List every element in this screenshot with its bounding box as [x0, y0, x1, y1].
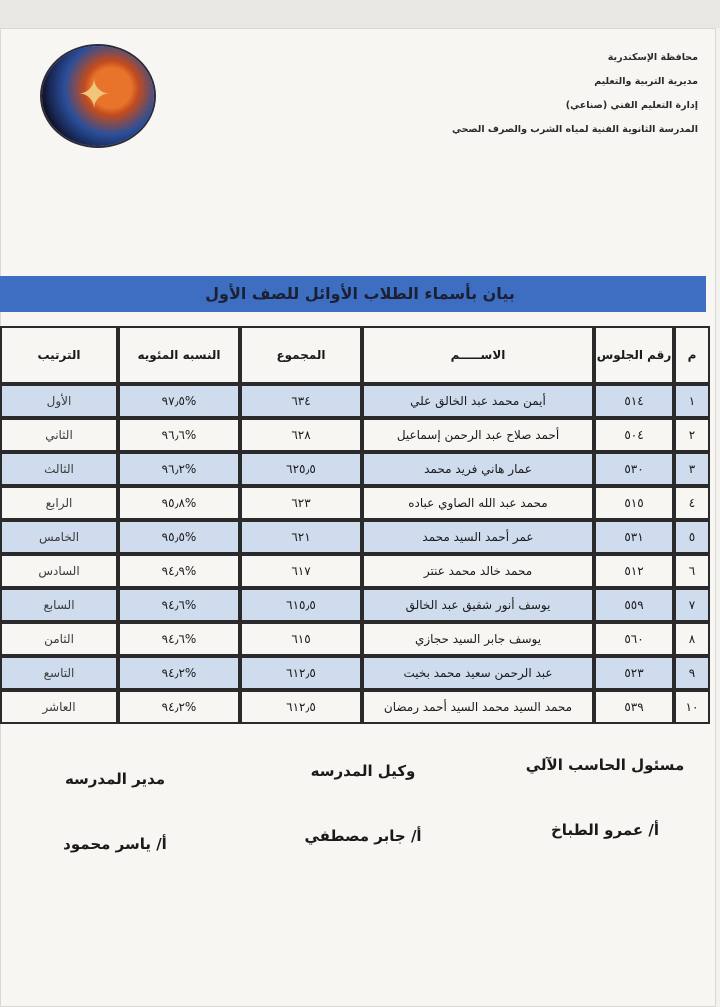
row-percent: %٩٤٫٦ — [118, 622, 240, 656]
title-banner — [0, 276, 706, 312]
row-rank: الخامس — [0, 520, 118, 554]
row-percent: %٩٤٫٢ — [118, 690, 240, 724]
row-rank: الثالث — [0, 452, 118, 486]
row-total: ٦٣٤ — [240, 384, 362, 418]
row-percent: %٩٤٫٩ — [118, 554, 240, 588]
table-row — [0, 486, 710, 520]
row-total: ٦١٥٫٥ — [240, 588, 362, 622]
header-line-school: المدرسة الثانوية الفنية لمياه الشرب والصرف الصحي — [451, 124, 698, 135]
row-seat-number: ٥٠٤ — [594, 418, 674, 452]
row-rank: الأول — [0, 384, 118, 418]
row-seat-number: ٥٢٣ — [594, 656, 674, 690]
row-seat-number: ٥١٤ — [594, 384, 674, 418]
header-line-directorate: مديرية التربية والتعليم — [594, 76, 698, 87]
row-index: ١ — [674, 384, 710, 418]
table-row — [0, 656, 710, 690]
row-percent: %٩٤٫٦ — [118, 588, 240, 622]
row-student-name: محمد عبد الله الصاوي عباده — [362, 486, 594, 520]
signature-computer-officer — [510, 750, 700, 850]
row-total: ٦١٥ — [240, 622, 362, 656]
signature-title: وكيل المدرسه — [310, 762, 416, 780]
row-rank: السادس — [0, 554, 118, 588]
row-student-name: محمد خالد محمد عنتر — [362, 554, 594, 588]
school-logo — [42, 46, 154, 146]
logo-emblem-icon: ✦ — [77, 72, 111, 118]
col-header-seat: رقم الجلوس — [594, 326, 674, 384]
row-student-name: يوسف جابر السيد حجازي — [362, 622, 594, 656]
row-student-name: أيمن محمد عبد الخالق علي — [362, 384, 594, 418]
header-line-administration: إدارة التعليم الفني (صناعي) — [565, 100, 698, 111]
row-percent: %٩٥٫٨ — [118, 486, 240, 520]
header-block — [338, 46, 698, 142]
document-title: بيان بأسماء الطلاب الأوائل للصف الأول — [205, 284, 515, 303]
signature-block — [0, 740, 720, 860]
row-rank: التاسع — [0, 656, 118, 690]
row-rank: الرابع — [0, 486, 118, 520]
row-index: ٨ — [674, 622, 710, 656]
row-seat-number: ٥٣١ — [594, 520, 674, 554]
row-index: ٤ — [674, 486, 710, 520]
row-rank: السابع — [0, 588, 118, 622]
row-seat-number: ٥٥٩ — [594, 588, 674, 622]
top-band — [0, 0, 720, 28]
row-seat-number: ٥٣٠ — [594, 452, 674, 486]
row-total: ٦٢٨ — [240, 418, 362, 452]
row-index: ٧ — [674, 588, 710, 622]
row-index: ١٠ — [674, 690, 710, 724]
table-row — [0, 520, 710, 554]
row-student-name: محمد السيد محمد السيد أحمد رمضان — [362, 690, 594, 724]
row-seat-number: ٥٣٩ — [594, 690, 674, 724]
row-percent: %٩٤٫٢ — [118, 656, 240, 690]
row-percent: %٩٦٫٢ — [118, 452, 240, 486]
row-total: ٦٢٣ — [240, 486, 362, 520]
row-rank: العاشر — [0, 690, 118, 724]
header-line-governorate: محافظة الإسكندرية — [607, 52, 698, 63]
col-header-name: الاســـــم — [362, 326, 594, 384]
row-total: ٦١٢٫٥ — [240, 690, 362, 724]
row-total: ٦١٢٫٥ — [240, 656, 362, 690]
table-row — [0, 452, 710, 486]
row-index: ٥ — [674, 520, 710, 554]
row-student-name: أحمد صلاح عبد الرحمن إسماعيل — [362, 418, 594, 452]
table-row — [0, 690, 710, 724]
signature-title: مسئول الحاسب الآلي — [525, 756, 685, 774]
row-seat-number: ٥١٢ — [594, 554, 674, 588]
row-student-name: يوسف أنور شفيق عبد الخالق — [362, 588, 594, 622]
table-row — [0, 622, 710, 656]
table-row — [0, 554, 710, 588]
col-header-rank: الترتيب — [0, 326, 118, 384]
row-seat-number: ٥١٥ — [594, 486, 674, 520]
col-header-percent: النسبه المئويه — [118, 326, 240, 384]
signature-title: مدير المدرسه — [64, 770, 166, 788]
row-rank: الثاني — [0, 418, 118, 452]
table-row — [0, 384, 710, 418]
signature-deputy-principal — [268, 756, 458, 856]
table-row — [0, 418, 710, 452]
row-percent: %٩٦٫٦ — [118, 418, 240, 452]
col-header-total: المجموع — [240, 326, 362, 384]
table-row — [0, 588, 710, 622]
signature-name: أ/ عمرو الطباخ — [551, 821, 659, 839]
row-student-name: عمر أحمد السيد محمد — [362, 520, 594, 554]
row-total: ٦٢٥٫٥ — [240, 452, 362, 486]
signature-name: أ/ ياسر محمود — [63, 835, 167, 853]
row-seat-number: ٥٦٠ — [594, 622, 674, 656]
row-student-name: عمار هاني فريد محمد — [362, 452, 594, 486]
row-percent: %٩٥٫٥ — [118, 520, 240, 554]
row-index: ٦ — [674, 554, 710, 588]
row-student-name: عبد الرحمن سعيد محمد بخيت — [362, 656, 594, 690]
row-rank: الثامن — [0, 622, 118, 656]
row-index: ٩ — [674, 656, 710, 690]
row-total: ٦١٧ — [240, 554, 362, 588]
signature-principal — [20, 764, 210, 864]
row-index: ٣ — [674, 452, 710, 486]
row-percent: %٩٧٫٥ — [118, 384, 240, 418]
row-total: ٦٢١ — [240, 520, 362, 554]
top-students-table — [0, 326, 710, 724]
col-header-index: م — [674, 326, 710, 384]
row-index: ٢ — [674, 418, 710, 452]
signature-name: أ/ جابر مصطفي — [304, 827, 422, 845]
table-header-row — [0, 326, 710, 384]
